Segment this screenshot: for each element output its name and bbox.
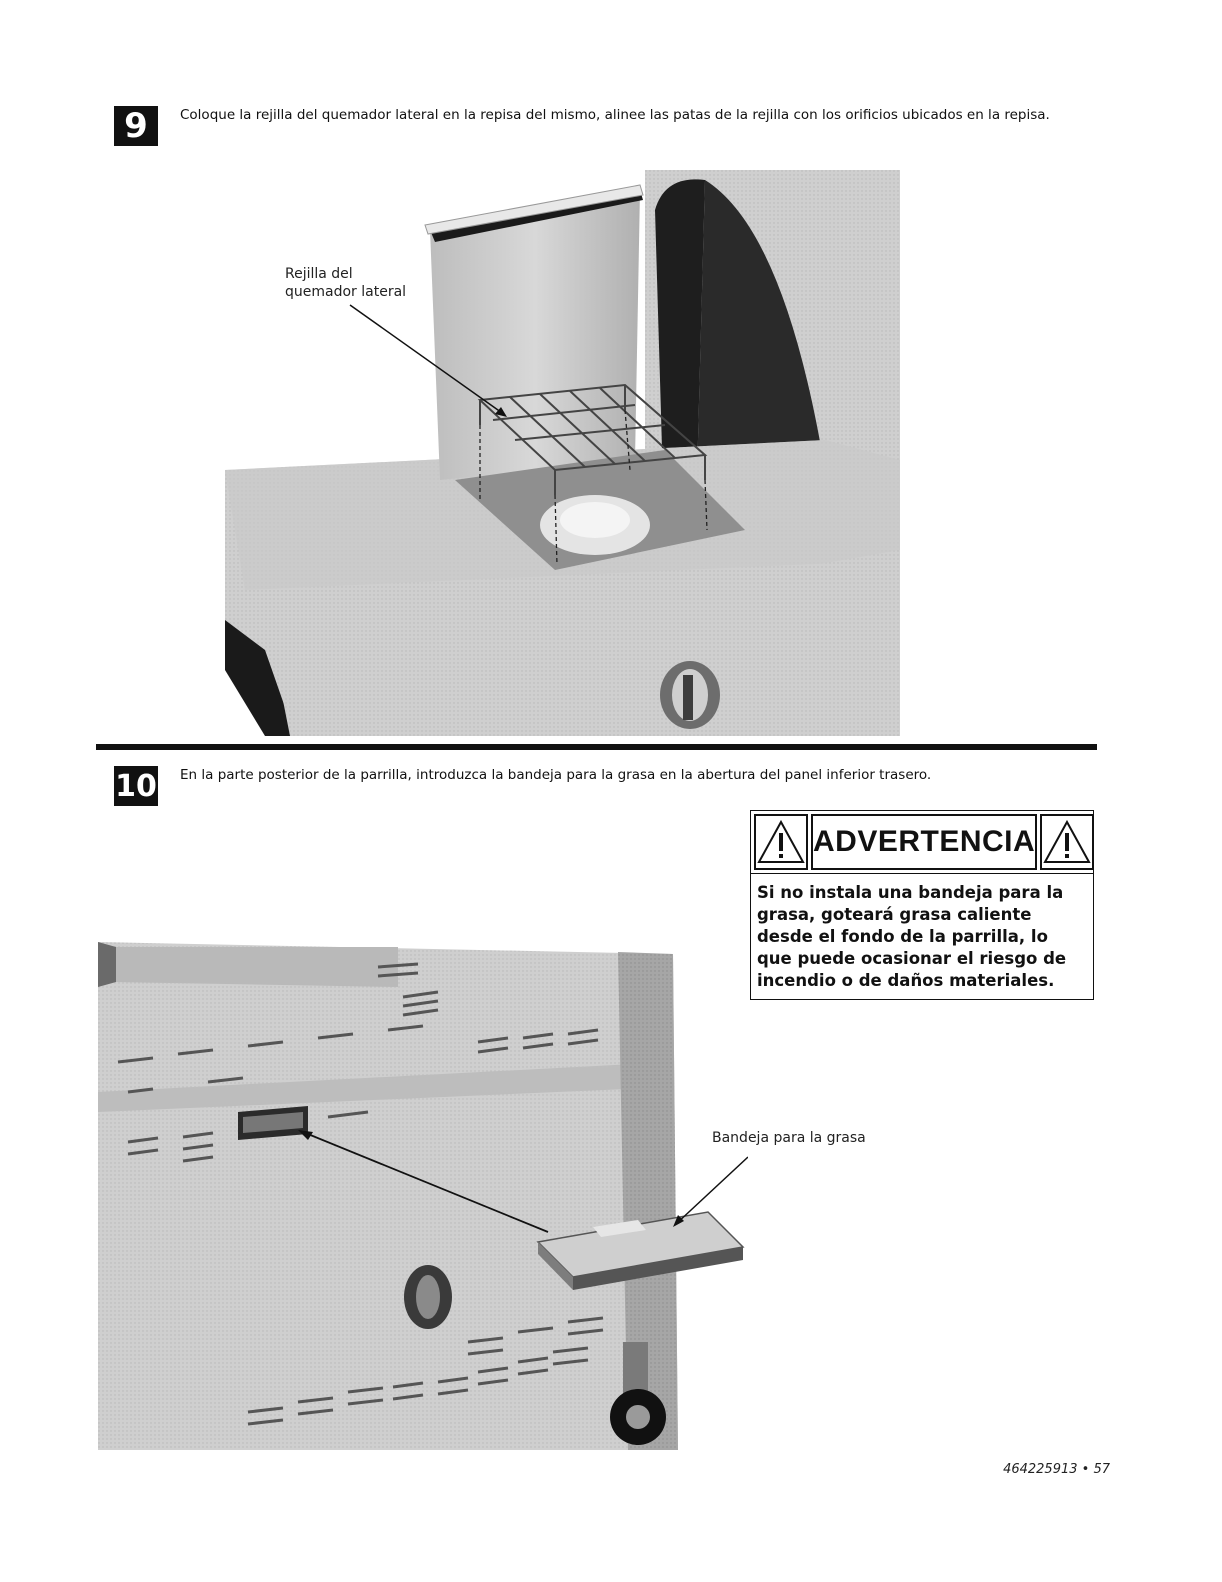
warning-body: Si no instala una bandeja para la grasa, goteará grasa caliente desde el fondo de la parrilla, lo que puede ocasionar el riesgo de incendio o de daños materiales. bbox=[757, 883, 1067, 990]
side-burner-illustration bbox=[225, 170, 900, 736]
grease-tray-illustration bbox=[98, 942, 748, 1450]
step-9-badge bbox=[114, 106, 158, 146]
warning-title: ADVERTENCIA bbox=[811, 814, 1037, 870]
warning-triangle-icon bbox=[754, 814, 808, 870]
step-9-number: 9 bbox=[124, 106, 148, 146]
step-9-instruction: Coloque la rejilla del quemador lateral en la repisa del mismo, alinee las patas de la rejilla con los orificios ubicados en la repisa. bbox=[180, 107, 1050, 123]
step-10-callout: Bandeja para la grasa bbox=[712, 1130, 866, 1146]
step-9-callout-line1: Rejilla del bbox=[285, 266, 353, 282]
warning-triangle-icon bbox=[1040, 814, 1094, 870]
step-divider bbox=[96, 744, 1097, 750]
step-10-badge bbox=[114, 766, 158, 806]
page-footer: 464225913 • 57 bbox=[1003, 1462, 1110, 1477]
step-9-callout-line2: quemador lateral bbox=[285, 284, 407, 300]
step-10-number: 10 bbox=[115, 768, 157, 804]
warning-header bbox=[751, 811, 1093, 874]
step-9-callout bbox=[285, 265, 406, 301]
step-10-instruction: En la parte posterior de la parrilla, introduzca la bandeja para la grasa en la abertura del panel inferior trasero. bbox=[180, 767, 932, 783]
warning-box bbox=[750, 810, 1094, 1000]
